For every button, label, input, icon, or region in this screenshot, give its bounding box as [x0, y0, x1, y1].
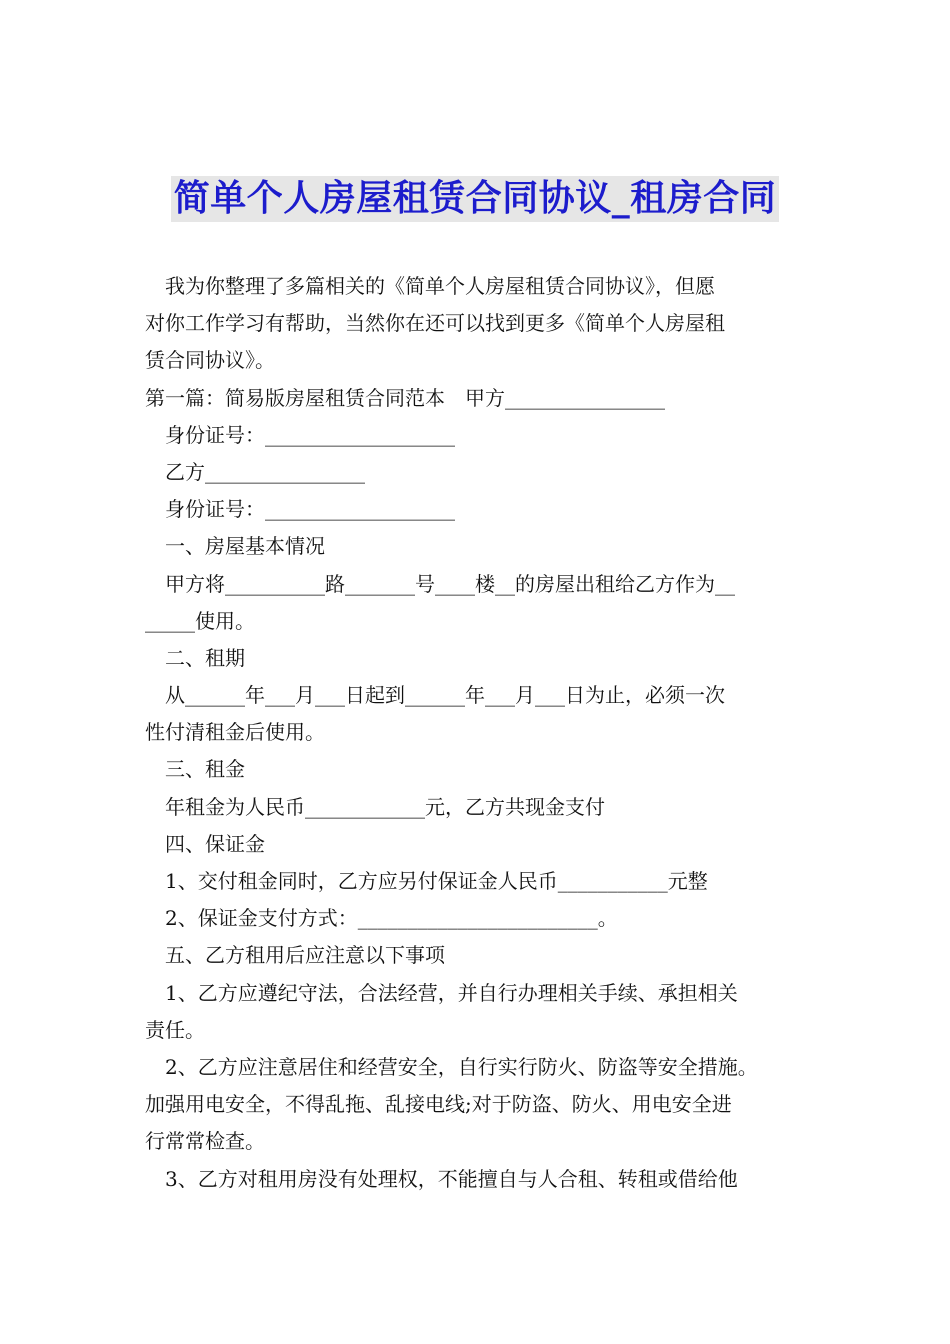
- paragraph-line: 甲方将__________路_______号____楼__的房屋出租给乙方作为__: [165, 571, 735, 596]
- paragraph-line: 五、乙方租用后应注意以下事项: [165, 943, 445, 968]
- paragraph-line: 加强用电安全，不得乱拖、乱接电线;对于防盗、防火、用电安全进: [145, 1092, 732, 1117]
- paragraph-line: 对你工作学习有帮助，当然你在还可以找到更多《简单个人房屋租: [145, 311, 725, 336]
- paragraph-line: 第一篇：简易版房屋租赁合同范本 甲方________________: [145, 385, 665, 410]
- paragraph-line: 性付清租金后使用。: [145, 720, 325, 745]
- paragraph-line: 行常常检查。: [145, 1129, 265, 1154]
- document-title: 简单个人房屋租赁合同协议_租房合同: [171, 176, 780, 222]
- paragraph-line: 我为你整理了多篇相关的《简单个人房屋租赁合同协议》，但愿: [165, 274, 715, 298]
- paragraph-line: 从______年___月___日起到______年___月___日为止，必须一次: [165, 683, 725, 708]
- paragraph-line: 3、乙方对租用房没有处理权，不能擅自与人合租、转租或借给他: [165, 1166, 738, 1191]
- paragraph-line: 年租金为人民币____________元，乙方共现金支付: [165, 794, 605, 819]
- document-body: [145, 268, 810, 1198]
- paragraph-line: 身份证号：___________________: [165, 422, 455, 447]
- paragraph-line: 2、乙方应注意居住和经营安全，自行实行防火、防盗等安全措施。: [165, 1054, 758, 1079]
- paragraph-line: 1、乙方应遵纪守法，合法经营，并自行办理相关手续、承担相关: [165, 980, 738, 1005]
- paragraph-line: 乙方________________: [165, 459, 365, 484]
- paragraph-line: _____使用。: [145, 608, 255, 633]
- paragraph-line: 三、租金: [165, 757, 245, 782]
- paragraph-line: 身份证号：___________________: [165, 497, 455, 522]
- title-block: [0, 176, 950, 222]
- paragraph-line: 二、租期: [165, 645, 245, 670]
- paragraph-line: 四、保证金: [165, 831, 265, 856]
- paragraph-line: 2、保证金支付方式：________________________。: [165, 906, 618, 931]
- paragraph-line: 1、交付租金同时，乙方应另付保证金人民币___________元整: [165, 869, 708, 893]
- paragraph-line: 赁合同协议》。: [145, 348, 275, 373]
- paragraph-line: 一、房屋基本情况: [165, 534, 325, 559]
- paragraph-line: 责任。: [145, 1017, 205, 1042]
